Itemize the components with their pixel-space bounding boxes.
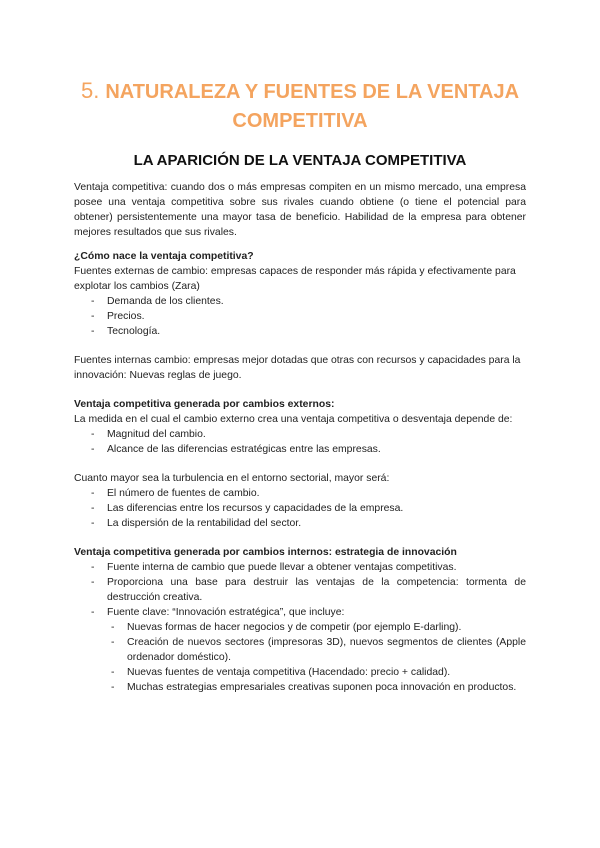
origin-heading: ¿Cómo nace la ventaja competitiva? xyxy=(74,251,254,262)
list-item: - Fuente interna de cambio que puede llevar a obtener ventajas competitivas. xyxy=(91,560,526,575)
sub-list-item: - Nuevas fuentes de ventaja competitiva (Hacendado: precio + calidad). xyxy=(111,665,526,680)
list-item: - Alcance de las diferencias estratégicas entre las empresas. xyxy=(91,442,526,457)
chapter-title xyxy=(70,76,530,136)
external-change-heading: Ventaja competitiva generada por cambios externos: xyxy=(74,399,335,410)
list-item: - Fuente clave: “Innovación estratégica”, que incluye: xyxy=(91,605,526,620)
list-item: - Demanda de los clientes. xyxy=(91,294,526,309)
internal-sources-text: Fuentes internas cambio: empresas mejor dotadas que otras con recursos y capacidades para la innovación: Nuevas reglas de juego. xyxy=(74,355,521,381)
external-change-text: La medida en el cual el cambio externo crea una ventaja competitiva o desventaja depende de: xyxy=(74,414,513,425)
external-change-list xyxy=(74,427,526,457)
turbulence-list xyxy=(74,486,526,531)
chapter-number: 5. xyxy=(80,78,100,103)
list-item: - Proporciona una base para destruir las ventajas de la competencia: tormenta de destrucción creativa. xyxy=(91,575,526,605)
list-item: - El número de fuentes de cambio. xyxy=(91,486,526,501)
intro-paragraph: Ventaja competitiva: cuando dos o más empresas compiten en un mismo mercado, una empresa posee una ventaja competitiva sobre sus rivales cuando obtiene (o tiene el potencial para obtener) persistentemente una mayor tasa de beneficio. Habilidad de la empresa para obtener mejores resultados que sus rivales. xyxy=(74,182,526,238)
sub-list-item: - Muchas estrategias empresariales creativas suponen poca innovación en productos. xyxy=(111,680,526,695)
internal-change-heading: Ventaja competitiva generada por cambios internos: estrategia de innovación xyxy=(74,547,457,558)
section-title: LA APARICIÓN DE LA VENTAJA COMPETITIVA xyxy=(133,152,467,169)
list-item: - Las diferencias entre los recursos y capacidades de la empresa. xyxy=(91,501,526,516)
list-item: - La dispersión de la rentabilidad del sector. xyxy=(91,516,526,531)
list-item: - Magnitud del cambio. xyxy=(91,427,526,442)
turbulence-text: Cuanto mayor sea la turbulencia en el entorno sectorial, mayor será: xyxy=(74,473,390,484)
list-item: - Precios. xyxy=(91,309,526,324)
document-body xyxy=(74,180,526,695)
sub-list-item: - Creación de nuevos sectores (impresoras 3D), nuevos segmentos de clientes (Apple ordenador doméstico). xyxy=(111,635,526,665)
innovation-sublist xyxy=(74,620,526,695)
chapter-title-text: NATURALEZA Y FUENTES DE LA VENTAJA COMPETITIVA xyxy=(105,81,520,132)
internal-change-list xyxy=(74,560,526,620)
list-item: - Tecnología. xyxy=(91,324,526,339)
external-sources-list xyxy=(74,294,526,339)
sub-list-item: - Nuevas formas de hacer negocios y de competir (por ejemplo E-darling). xyxy=(111,620,526,635)
external-sources-text: Fuentes externas de cambio: empresas capaces de responder más rápida y efectivamente para explotar los cambios (Zara) xyxy=(74,266,516,292)
